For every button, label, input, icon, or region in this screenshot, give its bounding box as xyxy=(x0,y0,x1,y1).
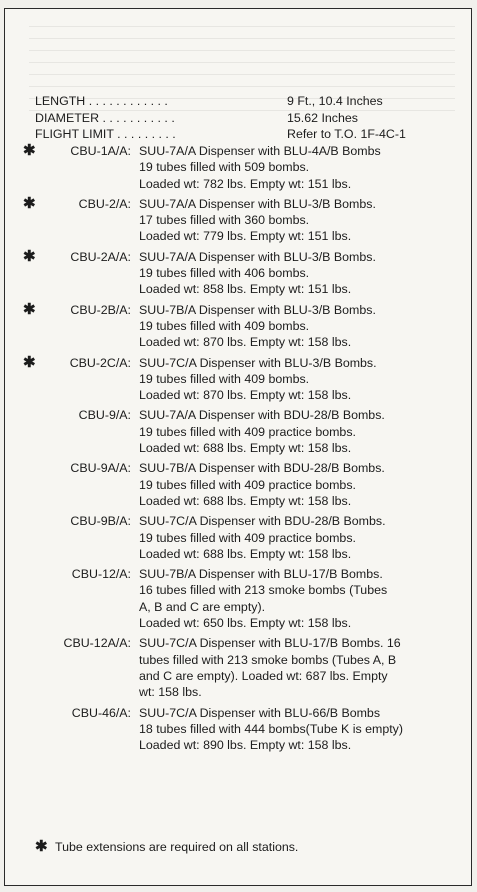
spec-list xyxy=(35,93,406,143)
munition-model: CBU-9B/A: xyxy=(70,514,131,529)
description-line: SUU-7C/A Dispenser with BLU-66/B Bombs xyxy=(139,705,381,720)
munition-entry xyxy=(23,355,469,404)
asterisk-icon xyxy=(23,407,37,456)
description-line: Loaded wt: 858 lbs. Empty wt: 151 lbs. xyxy=(139,282,352,297)
munition-description xyxy=(139,566,469,631)
asterisk-icon: ✱ xyxy=(23,194,36,212)
asterisk-icon xyxy=(23,705,37,754)
asterisk-icon xyxy=(23,460,37,509)
spec-label: LENGTH . . . . . . . . . . . . xyxy=(35,94,168,108)
munition-model: CBU-2A/A: xyxy=(70,249,131,264)
spec-row xyxy=(35,126,406,143)
munition-model: CBU-2/A: xyxy=(78,196,131,211)
munition-model: CBU-9A/A: xyxy=(70,461,131,476)
spec-row xyxy=(35,110,406,127)
munition-model: CBU-2B/A: xyxy=(70,302,131,317)
munition-entry xyxy=(23,143,469,192)
munition-description xyxy=(139,705,469,754)
description-line: Loaded wt: 779 lbs. Empty wt: 151 lbs. xyxy=(139,229,352,244)
asterisk-icon xyxy=(23,635,37,700)
munition-entry xyxy=(23,635,469,700)
document-frame xyxy=(4,8,472,886)
munition-model: CBU-2C/A: xyxy=(69,355,131,370)
description-line: A, B and C are empty). xyxy=(139,599,266,614)
asterisk-icon: ✱ xyxy=(23,247,36,265)
munition-description xyxy=(139,143,469,192)
description-line: tubes filled with 213 smoke bombs (Tubes A, B xyxy=(139,652,397,667)
spec-label: DIAMETER . . . . . . . . . . . xyxy=(35,110,175,125)
footnote xyxy=(35,839,298,854)
asterisk-icon xyxy=(23,513,37,562)
description-line: SUU-7C/A Dispenser with BDU-28/B Bombs. xyxy=(139,514,386,529)
asterisk-icon xyxy=(23,566,37,631)
description-line: SUU-7B/A Dispenser with BLU-3/B Bombs. xyxy=(139,302,376,317)
description-line: SUU-7A/A Dispenser with BLU-3/B Bombs. xyxy=(139,196,376,211)
description-line: SUU-7C/A Dispenser with BLU-17/B Bombs. 16 xyxy=(139,636,401,651)
munition-model: CBU-1A/A: xyxy=(70,144,131,158)
description-line: 19 tubes filled with 409 bombs. xyxy=(139,371,310,386)
munition-description xyxy=(139,355,469,404)
asterisk-icon: ✱ xyxy=(35,838,48,855)
description-line: wt: 158 lbs. xyxy=(139,685,202,700)
asterisk-icon: ✱ xyxy=(23,300,36,318)
spec-value: 15.62 Inches xyxy=(287,110,358,125)
description-line: SUU-7A/A Dispenser with BLU-3/B Bombs. xyxy=(139,249,376,264)
munition-entry xyxy=(23,513,469,562)
description-line: 17 tubes filled with 360 bombs. xyxy=(139,213,310,228)
description-line: 19 tubes filled with 406 bombs. xyxy=(139,266,310,281)
asterisk-icon: ✱ xyxy=(23,142,36,159)
description-line: Loaded wt: 688 lbs. Empty wt: 158 lbs. xyxy=(139,546,352,561)
spec-label: FLIGHT LIMIT . . . . . . . . . xyxy=(35,127,176,141)
description-line: 19 tubes filled with 409 practice bombs. xyxy=(139,424,356,439)
description-line: Loaded wt: 870 lbs. Empty wt: 158 lbs. xyxy=(139,388,352,403)
munition-list xyxy=(23,143,469,757)
munition-description xyxy=(139,635,469,700)
munition-description xyxy=(139,513,469,562)
description-line: Loaded wt: 688 lbs. Empty wt: 158 lbs. xyxy=(139,493,352,508)
spec-value: 9 Ft., 10.4 Inches xyxy=(287,94,383,108)
munition-entry xyxy=(23,705,469,754)
description-line: 18 tubes filled with 444 bombs(Tube K is empty) xyxy=(139,721,404,736)
munition-model: CBU-12/A: xyxy=(71,567,131,582)
spec-row xyxy=(35,93,406,110)
munition-description xyxy=(139,196,469,245)
description-line: 19 tubes filled with 409 practice bombs. xyxy=(139,530,356,545)
description-line: 19 tubes filled with 409 practice bombs. xyxy=(139,477,356,492)
munition-description xyxy=(139,249,469,298)
munition-model: CBU-12A/A: xyxy=(63,636,131,651)
description-line: Loaded wt: 688 lbs. Empty wt: 158 lbs. xyxy=(139,441,352,456)
munition-entry xyxy=(23,460,469,509)
munition-entry xyxy=(23,407,469,456)
description-line: 19 tubes filled with 409 bombs. xyxy=(139,318,310,333)
description-line: SUU-7A/A Dispenser with BLU-4A/B Bombs xyxy=(139,144,381,158)
spec-value: Refer to T.O. 1F-4C-1 xyxy=(287,127,406,141)
footnote-text: Tube extensions are required on all stations. xyxy=(55,839,299,854)
munition-entry xyxy=(23,302,469,351)
munition-description xyxy=(139,407,469,456)
description-line: and C are empty). Loaded wt: 687 lbs. Empty xyxy=(139,668,388,683)
description-line: Loaded wt: 782 lbs. Empty wt: 151 lbs. xyxy=(139,176,352,191)
munition-entry xyxy=(23,249,469,298)
description-line: Loaded wt: 890 lbs. Empty wt: 158 lbs. xyxy=(139,738,352,753)
description-line: 19 tubes filled with 509 bombs. xyxy=(139,160,310,175)
munition-model: CBU-46/A: xyxy=(71,705,131,720)
description-line: SUU-7A/A Dispenser with BDU-28/B Bombs. xyxy=(139,408,385,423)
description-line: Loaded wt: 650 lbs. Empty wt: 158 lbs. xyxy=(139,616,352,631)
munition-description xyxy=(139,302,469,351)
munition-entry xyxy=(23,566,469,631)
munition-model: CBU-9/A: xyxy=(78,408,131,423)
description-line: SUU-7B/A Dispenser with BLU-17/B Bombs. xyxy=(139,567,383,582)
asterisk-icon: ✱ xyxy=(23,353,36,371)
description-line: SUU-7B/A Dispenser with BDU-28/B Bombs. xyxy=(139,461,385,476)
description-line: 16 tubes filled with 213 smoke bombs (Tubes xyxy=(139,583,388,598)
munition-description xyxy=(139,460,469,509)
description-line: Loaded wt: 870 lbs. Empty wt: 158 lbs. xyxy=(139,335,352,350)
munition-entry xyxy=(23,196,469,245)
description-line: SUU-7C/A Dispenser with BLU-3/B Bombs. xyxy=(139,355,377,370)
